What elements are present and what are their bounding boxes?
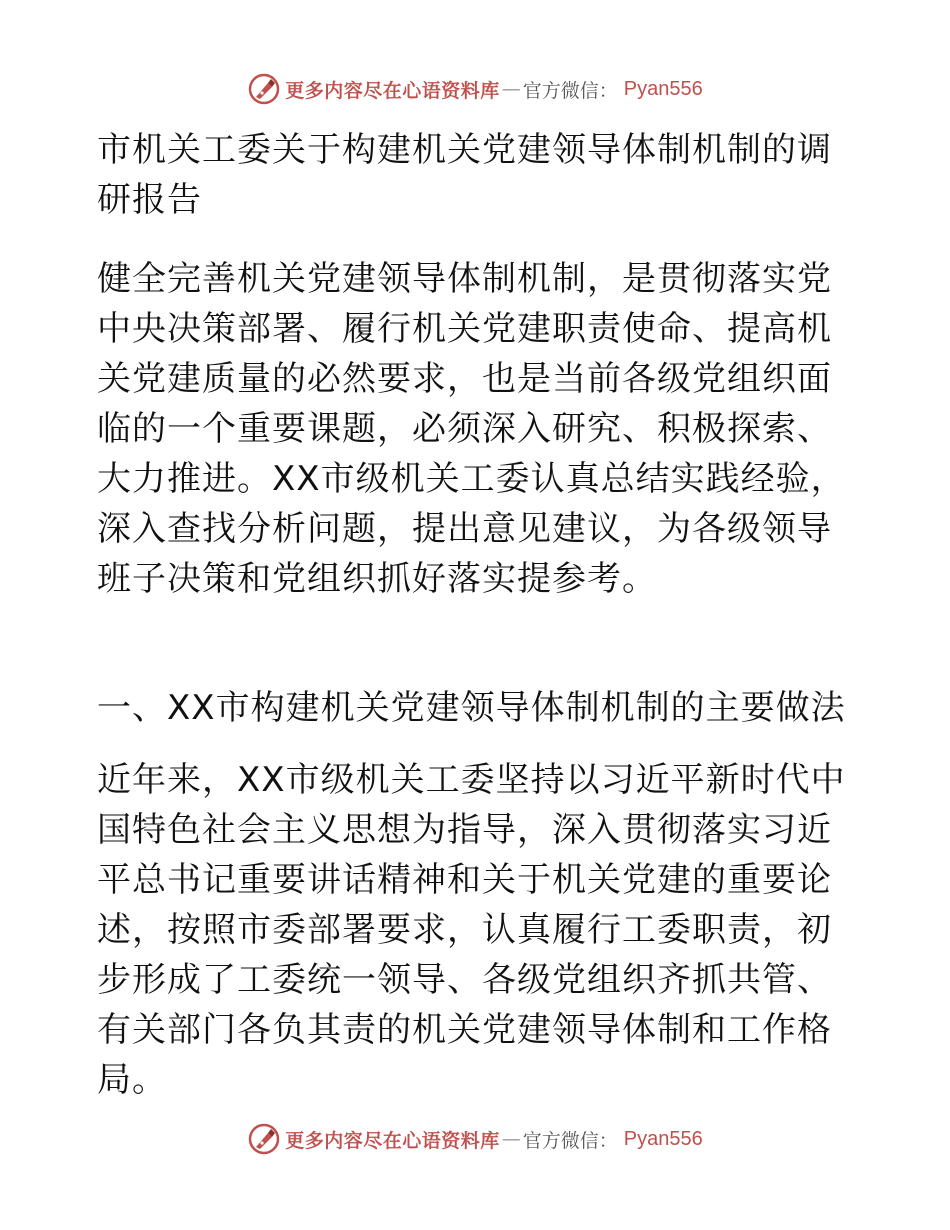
watermark-brand-text: 更多内容尽在心语资料库	[285, 79, 500, 102]
pen-nib-logo-icon	[247, 1122, 281, 1156]
watermark-wechat-id: Pyan556	[623, 77, 703, 100]
pen-nib-logo-icon	[247, 72, 281, 106]
watermark-brand-text: 更多内容尽在心语资料库	[285, 1129, 500, 1152]
watermark-official-label: 官方微信：	[522, 1129, 618, 1152]
section-heading-1: 一、XX市构建机关党建领导体制机制的主要做法	[97, 688, 846, 728]
section-1-paragraph: 近年来，XX市级机关工委坚持以习近平新时代中国特色社会主义思想为指导，深入贯彻落实习近平总书记重要讲话精神和关于机关党建的重要论述，按照市委部署要求，认真履行工委职责，初步形成了工委统一领导、各级党组织齐抓共管、有关部门各负其责的机关党建领导体制和工作格局。	[97, 760, 846, 1100]
watermark-official-label: 官方微信：	[522, 79, 618, 102]
watermark-banner-top	[0, 72, 950, 106]
watermark-banner-bottom	[0, 1122, 950, 1156]
watermark-separator: —	[501, 78, 521, 100]
document-title: 市机关工委关于构建机关党建领导体制机制的调研报告	[97, 130, 832, 220]
intro-paragraph: 健全完善机关党建领导体制机制，是贯彻落实党中央决策部署、履行机关党建职责使命、提高机关党建质量的必然要求，也是当前各级党组织面临的一个重要课题，必须深入研究、积极探索、大力推进。XX市级机关工委认真总结实践经验，深入查找分析问题，提出意见建议，为各级领导班子决策和党组织抓好落实提参考。	[97, 259, 846, 599]
watermark-separator: —	[501, 1128, 521, 1150]
watermark-wechat-id: Pyan556	[623, 1127, 703, 1150]
